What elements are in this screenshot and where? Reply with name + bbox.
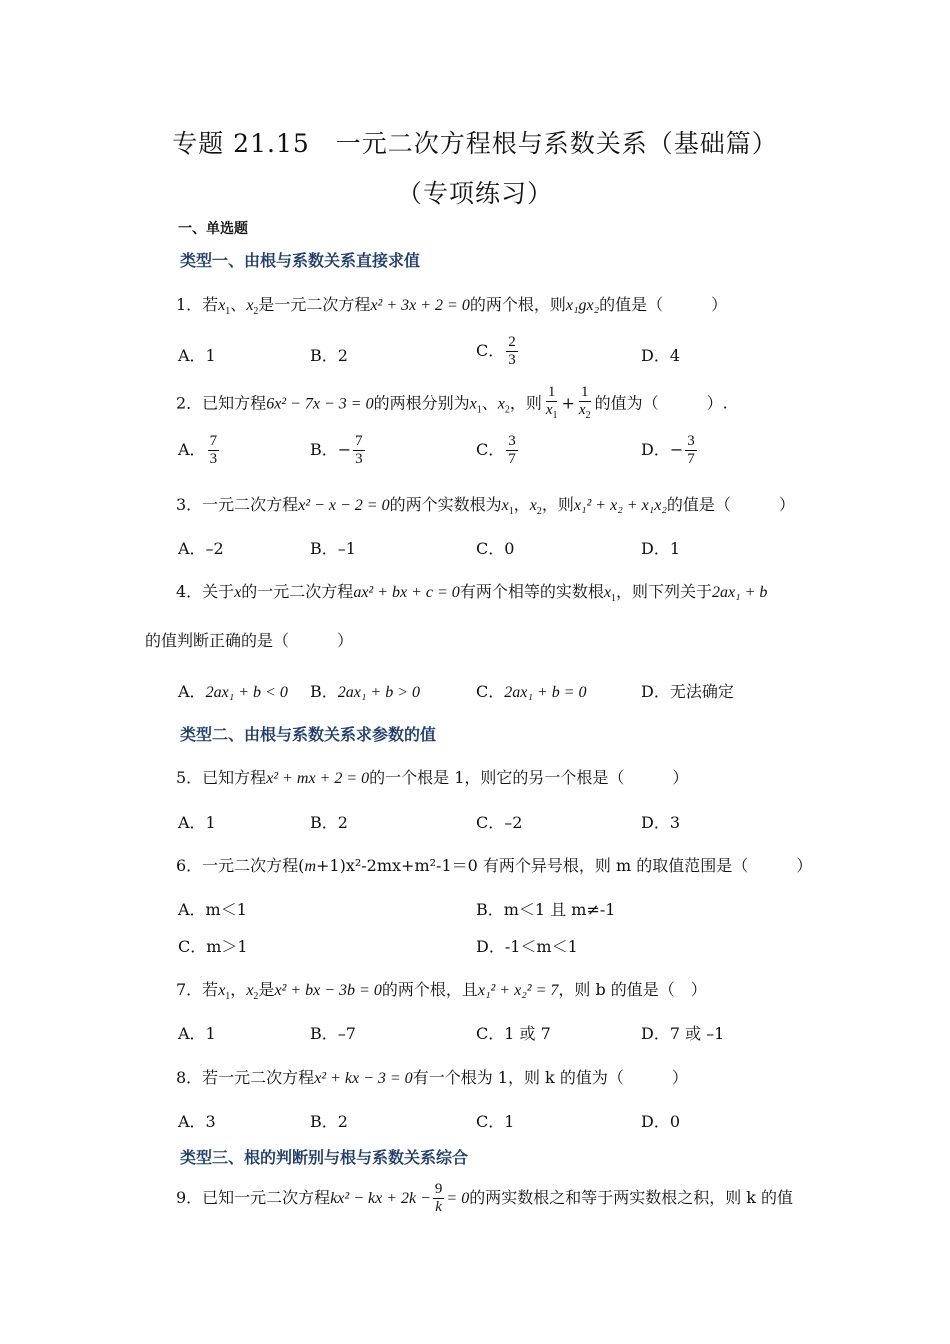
q1-option-b[interactable]: B．2	[310, 346, 348, 365]
question-9: 9．已知一元二次方程kx² − kx + 2k − $\frac{9}{k}$ = 0的两实数根之和等于两实数根之积，则 k 的值	[176, 1181, 794, 1215]
q7-option-b[interactable]: B．–7	[310, 1024, 356, 1043]
question-8: 8．若一元二次方程x² + kx − 3 = 0有一个根为 1，则 k 的值为（ ）	[176, 1068, 688, 1087]
q8-option-a[interactable]: A．3	[178, 1112, 216, 1131]
question-7: 7．若$x_1$，$x_2$是x² + bx − 3b = 0的两个根，且x₁² + x₂² = 7，则 b 的值是（ ）	[176, 980, 707, 1003]
question-5: 5．已知方程x² + mx + 2 = 0的一个根是 1，则它的另一个根是（ ）	[176, 768, 689, 787]
type-three-heading: 类型三、根的判断别与根与系数关系综合	[180, 1148, 469, 1167]
question-4: 4．关于x的一元二次方程ax² + bx + c = 0有两个相等的实数根$x_1$，则下列关于2ax₁ + b	[176, 582, 768, 605]
title-line-2: （专项练习）	[396, 179, 553, 208]
q1-option-d[interactable]: D．4	[641, 346, 681, 365]
q3-option-b[interactable]: B．–1	[310, 539, 356, 558]
q1-option-a[interactable]: A．1	[178, 346, 216, 365]
type-one-heading: 类型一、由根与系数关系直接求值	[180, 251, 421, 270]
q4-option-b[interactable]: B．2ax₁ + b > 0	[310, 682, 421, 701]
q2-option-b[interactable]: B．− $\frac{7}{3}$	[310, 433, 363, 467]
q8-option-c[interactable]: C．1	[476, 1112, 515, 1131]
q7-option-c[interactable]: C．1 或 7	[476, 1024, 551, 1043]
q3-option-a[interactable]: A．–2	[178, 539, 224, 558]
title-line-1: 专题 21.15 一元二次方程根与系数关系（基础篇）	[172, 129, 778, 158]
q3-option-d[interactable]: D．1	[641, 539, 681, 558]
question-3: 3．一元二次方程x² − x − 2 = 0的两个实数根为$x_1$，$x_2$，则x₁² + x₂ + x₁x₂的值是（ ）	[176, 495, 795, 518]
question-4-line-2: 的值判断正确的是（ ）	[145, 631, 354, 650]
q5-option-c[interactable]: C．–2	[476, 813, 523, 832]
q4-option-a[interactable]: A．2ax₁ + b < 0	[178, 682, 288, 701]
q7-option-a[interactable]: A．1	[178, 1024, 216, 1043]
q2-option-a[interactable]: A． $\frac{7}{3}$	[178, 433, 218, 467]
q6-option-c[interactable]: C．m＞1	[178, 937, 248, 956]
q5-option-d[interactable]: D．3	[641, 813, 681, 832]
q2-option-d[interactable]: D．− $\frac{3}{7}$	[641, 433, 695, 467]
q8-option-d[interactable]: D．0	[641, 1112, 681, 1131]
type-two-heading: 类型二、由根与系数关系求参数的值	[180, 725, 437, 744]
q4-option-c[interactable]: C．2ax₁ + b = 0	[476, 682, 587, 701]
q4-option-d[interactable]: D．无法确定	[641, 682, 734, 701]
q1-option-c[interactable]: C． $\frac{2}{3}$	[476, 334, 516, 368]
q7-option-d[interactable]: D．7 或 –1	[641, 1024, 725, 1043]
q6-option-a[interactable]: A．m＜1	[178, 900, 247, 919]
question-2: 2．已知方程6x² − 7x − 3 = 0的两根分别为$x_1$、$x_2$，则 $\frac{1}{x_1}$ + $\frac{1}{x_2}$ 的值为（ ）.	[176, 384, 728, 421]
q2-option-c[interactable]: C． $\frac{3}{7}$	[476, 433, 516, 467]
q5-option-a[interactable]: A．1	[178, 813, 216, 832]
question-6: 6．一元二次方程(m+1)x²-2mx+m²-1＝0 有两个异号根，则 m 的取值范围是（ ）	[176, 856, 813, 875]
section-heading: 一、单选题	[178, 221, 248, 237]
q6-option-b[interactable]: B．m＜1 且 m≠-1	[476, 900, 616, 919]
q8-option-b[interactable]: B．2	[310, 1112, 348, 1131]
q6-option-d[interactable]: D．-1＜m＜1	[476, 937, 578, 956]
q3-option-c[interactable]: C．0	[476, 539, 515, 558]
q5-option-b[interactable]: B．2	[310, 813, 348, 832]
question-1: 1．若$x_1$、$x_2$是一元二次方程x² + 3x + 2 = 0的两个根，则x₁gx₂的值是（ ）	[176, 295, 728, 318]
